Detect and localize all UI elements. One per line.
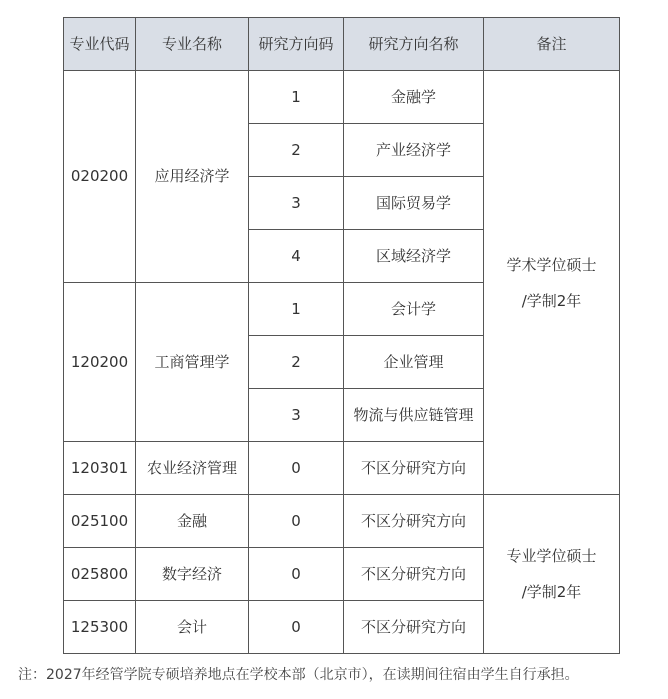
- major-code: 025100: [64, 495, 136, 548]
- direction-name: 物流与供应链管理: [344, 389, 484, 442]
- program-table: [63, 17, 620, 654]
- direction-name: 企业管理: [344, 336, 484, 389]
- header-direction-name: 研究方向名称: [344, 18, 484, 71]
- direction-name: 国际贸易学: [344, 177, 484, 230]
- direction-code: 2: [249, 124, 344, 177]
- remark-academic: [484, 71, 620, 495]
- major-code: 025800: [64, 548, 136, 601]
- remark-professional: [484, 495, 620, 654]
- remark-line: /学制2年: [521, 291, 582, 310]
- footnote: 注：2027年经管学院专硕培养地点在学校本部（北京市），在读期间往宿由学生自行承担。: [18, 667, 579, 683]
- direction-code: 0: [249, 601, 344, 654]
- major-code: 120301: [64, 442, 136, 495]
- major-name: 农业经济管理: [136, 442, 249, 495]
- major-name: 会计: [136, 601, 249, 654]
- direction-code: 0: [249, 495, 344, 548]
- table-row: [64, 495, 620, 548]
- major-name: 数字经济: [136, 548, 249, 601]
- direction-name: 会计学: [344, 283, 484, 336]
- direction-name: 产业经济学: [344, 124, 484, 177]
- direction-name: 不区分研究方向: [344, 442, 484, 495]
- direction-code: 0: [249, 548, 344, 601]
- major-code: 120200: [64, 283, 136, 442]
- remark-line: /学制2年: [521, 583, 582, 601]
- table-row: [64, 71, 620, 124]
- header-major-code: 专业代码: [64, 18, 136, 71]
- major-code: 125300: [64, 601, 136, 654]
- header-row: [64, 18, 620, 71]
- direction-code: 0: [249, 442, 344, 495]
- header-remark: 备注: [484, 18, 620, 71]
- direction-code: 1: [249, 283, 344, 336]
- remark-line: 专业学位硕士: [506, 547, 597, 565]
- direction-name: 不区分研究方向: [344, 495, 484, 548]
- direction-code: 3: [249, 389, 344, 442]
- direction-name: 金融学: [344, 71, 484, 124]
- header-direction-code: 研究方向码: [249, 18, 344, 71]
- major-code: 020200: [64, 71, 136, 283]
- header-major-name: 专业名称: [136, 18, 249, 71]
- remark-line: 学术学位硕士: [506, 255, 597, 274]
- major-name: 金融: [136, 495, 249, 548]
- major-name: 应用经济学: [136, 71, 249, 283]
- direction-name: 区域经济学: [344, 230, 484, 283]
- direction-name: 不区分研究方向: [344, 548, 484, 601]
- direction-name: 不区分研究方向: [344, 601, 484, 654]
- direction-code: 1: [249, 71, 344, 124]
- direction-code: 4: [249, 230, 344, 283]
- direction-code: 3: [249, 177, 344, 230]
- major-name: 工商管理学: [136, 283, 249, 442]
- direction-code: 2: [249, 336, 344, 389]
